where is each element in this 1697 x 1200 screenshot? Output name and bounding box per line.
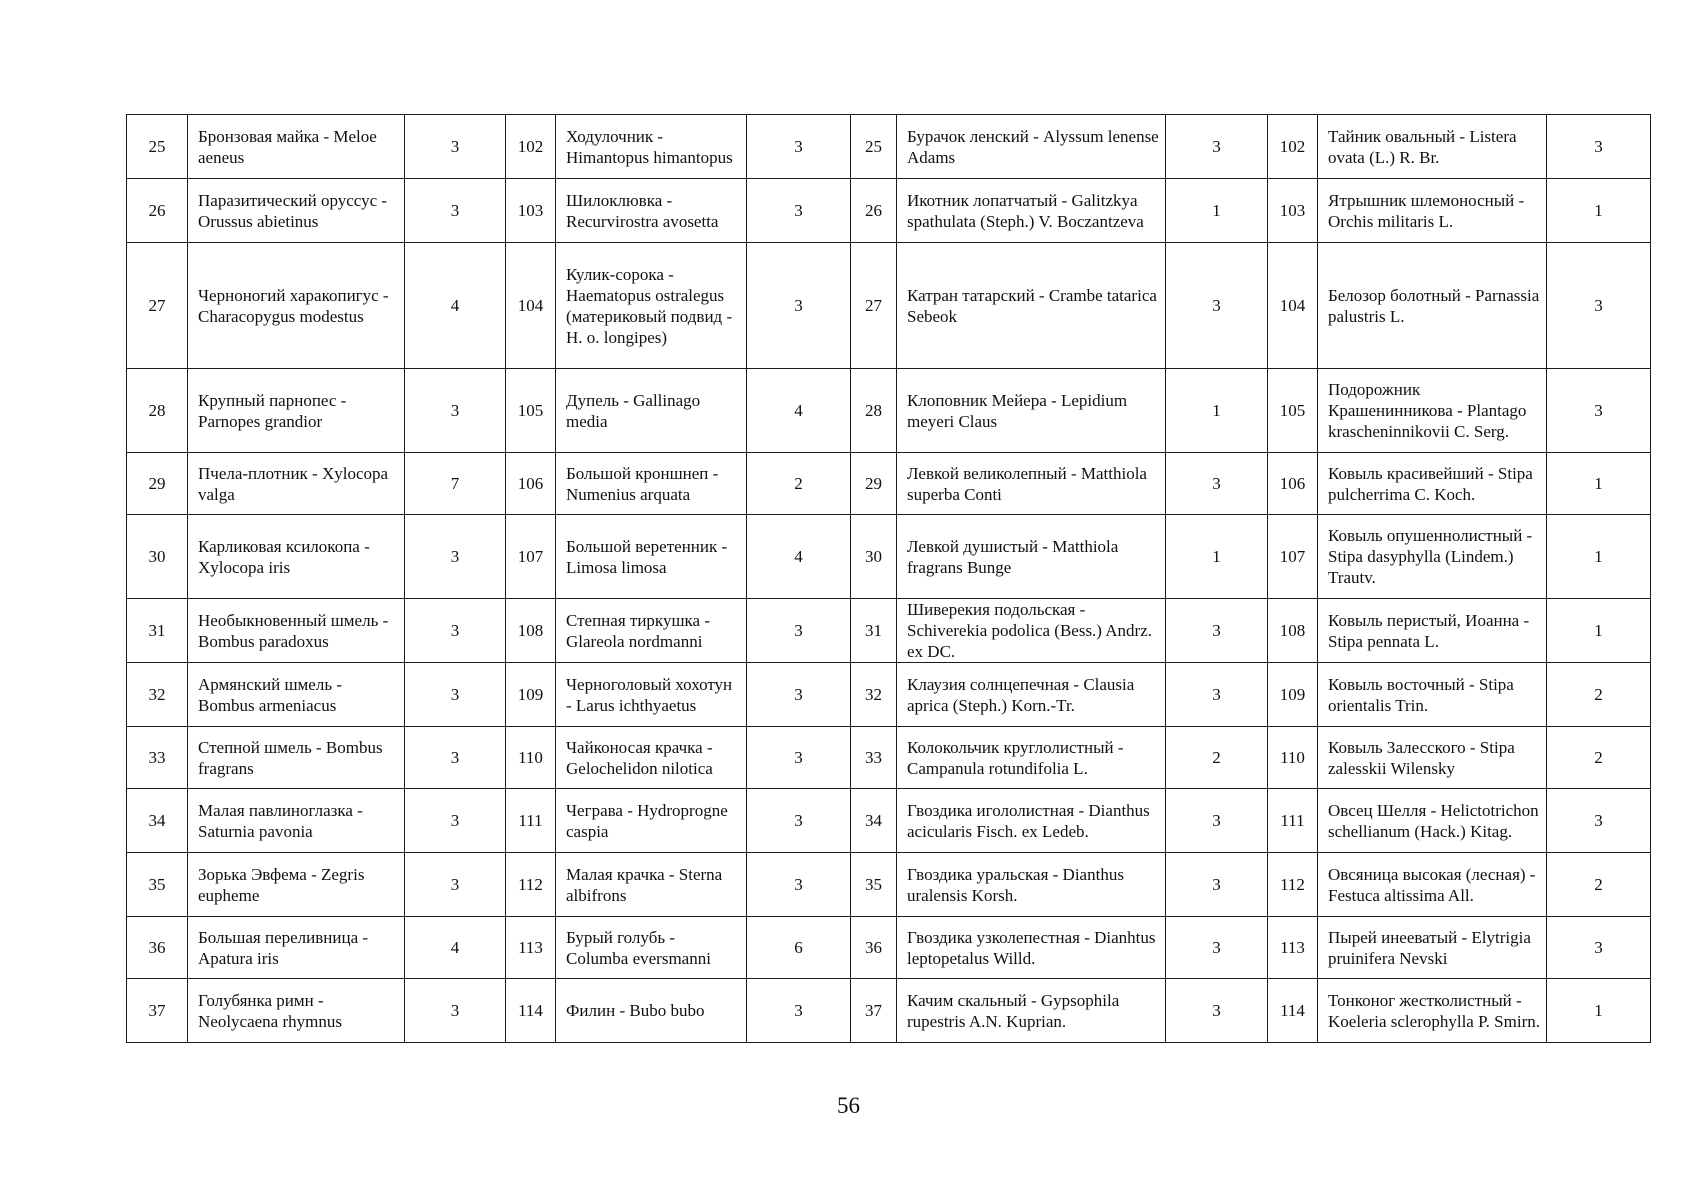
species-name-cell: Шиверекия подольская - Schiverekia podolica (Bess.) Andrz. ex DC. — [897, 599, 1166, 663]
species-name-cell: Колокольчик круглолистный - Campanula rotundifolia L. — [897, 727, 1166, 789]
category-cell: 3 — [747, 979, 851, 1043]
category-cell: 3 — [747, 599, 851, 663]
row-number-cell: 114 — [1268, 979, 1318, 1043]
species-name-cell: Кулик-сорока - Haematopus ostralegus (материковый подвид - H. o. longipes) — [556, 243, 747, 369]
species-name-cell: Зорька Эвфема - Zegris eupheme — [188, 853, 405, 917]
category-cell: 3 — [405, 515, 506, 599]
row-number-cell: 110 — [506, 727, 556, 789]
row-number-cell: 30 — [851, 515, 897, 599]
category-cell: 3 — [405, 853, 506, 917]
category-cell: 3 — [405, 179, 506, 243]
category-cell: 2 — [1166, 727, 1268, 789]
species-name-cell: Бурый голубь - Columba eversmanni — [556, 917, 747, 979]
row-number-cell: 27 — [127, 243, 188, 369]
table-row — [127, 853, 1651, 917]
category-cell: 3 — [405, 369, 506, 453]
category-cell: 6 — [747, 917, 851, 979]
category-cell: 2 — [747, 453, 851, 515]
category-cell: 4 — [405, 917, 506, 979]
species-name-cell: Паразитический оруссус - Orussus abietinus — [188, 179, 405, 243]
category-cell: 7 — [405, 453, 506, 515]
species-name-cell: Малая павлиноглазка - Saturnia pavonia — [188, 789, 405, 853]
species-name-cell: Тайник овальный - Listera ovata (L.) R. Br. — [1318, 115, 1547, 179]
row-number-cell: 106 — [1268, 453, 1318, 515]
species-name-cell: Ковыль восточный - Stipa orientalis Trin. — [1318, 663, 1547, 727]
category-cell: 3 — [405, 789, 506, 853]
category-cell: 3 — [1547, 115, 1651, 179]
row-number-cell: 114 — [506, 979, 556, 1043]
row-number-cell: 30 — [127, 515, 188, 599]
category-cell: 3 — [747, 789, 851, 853]
row-number-cell: 110 — [1268, 727, 1318, 789]
species-name-cell: Черноногий харакопигус - Characopygus modestus — [188, 243, 405, 369]
category-cell: 1 — [1166, 369, 1268, 453]
row-number-cell: 112 — [1268, 853, 1318, 917]
row-number-cell: 104 — [1268, 243, 1318, 369]
species-name-cell: Бронзовая майка - Meloe aeneus — [188, 115, 405, 179]
row-number-cell: 35 — [851, 853, 897, 917]
row-number-cell: 32 — [127, 663, 188, 727]
category-cell: 3 — [747, 727, 851, 789]
species-name-cell: Большой веретенник - Limosa limosa — [556, 515, 747, 599]
category-cell: 3 — [1166, 917, 1268, 979]
category-cell: 3 — [405, 599, 506, 663]
table-body — [127, 115, 1651, 1043]
species-name-cell: Ковыль красивейший - Stipa pulcherrima C. Koch. — [1318, 453, 1547, 515]
species-name-cell: Пырей инееватый - Elytrigia pruinifera Nevski — [1318, 917, 1547, 979]
table-row — [127, 789, 1651, 853]
category-cell: 1 — [1166, 179, 1268, 243]
species-name-cell: Качим скальный - Gypsophila rupestris A.N. Kuprian. — [897, 979, 1166, 1043]
category-cell: 4 — [747, 369, 851, 453]
row-number-cell: 36 — [851, 917, 897, 979]
category-cell: 3 — [1166, 243, 1268, 369]
row-number-cell: 103 — [1268, 179, 1318, 243]
category-cell: 3 — [1166, 599, 1268, 663]
row-number-cell: 108 — [1268, 599, 1318, 663]
row-number-cell: 105 — [1268, 369, 1318, 453]
species-name-cell: Крупный парнопес - Parnopes grandior — [188, 369, 405, 453]
category-cell: 4 — [405, 243, 506, 369]
row-number-cell: 106 — [506, 453, 556, 515]
row-number-cell: 31 — [851, 599, 897, 663]
table-row — [127, 515, 1651, 599]
category-cell: 1 — [1547, 979, 1651, 1043]
species-name-cell: Гвоздика узколепестная - Dianhtus leptopetalus Willd. — [897, 917, 1166, 979]
category-cell: 3 — [747, 663, 851, 727]
row-number-cell: 111 — [506, 789, 556, 853]
row-number-cell: 26 — [851, 179, 897, 243]
table-row — [127, 179, 1651, 243]
row-number-cell: 29 — [127, 453, 188, 515]
row-number-cell: 32 — [851, 663, 897, 727]
category-cell: 3 — [1166, 789, 1268, 853]
species-name-cell: Ятрышник шлемоносный - Orchis militaris L. — [1318, 179, 1547, 243]
species-name-cell: Ходулочник - Himantopus himantopus — [556, 115, 747, 179]
category-cell: 3 — [405, 115, 506, 179]
table-row — [127, 663, 1651, 727]
row-number-cell: 109 — [1268, 663, 1318, 727]
category-cell: 1 — [1547, 599, 1651, 663]
species-name-cell: Клаузия солнцепечная - Clausia aprica (Steph.) Korn.-Tr. — [897, 663, 1166, 727]
row-number-cell: 31 — [127, 599, 188, 663]
species-name-cell: Пчела-плотник - Xylocopa valga — [188, 453, 405, 515]
species-name-cell: Ковыль Залесского - Stipa zalesskii Wilensky — [1318, 727, 1547, 789]
row-number-cell: 27 — [851, 243, 897, 369]
row-number-cell: 108 — [506, 599, 556, 663]
species-name-cell: Левкой душистый - Matthiola fragrans Bunge — [897, 515, 1166, 599]
species-name-cell: Катран татарский - Crambe tatarica Sebeok — [897, 243, 1166, 369]
category-cell: 3 — [405, 727, 506, 789]
row-number-cell: 37 — [851, 979, 897, 1043]
category-cell: 2 — [1547, 853, 1651, 917]
category-cell: 3 — [747, 853, 851, 917]
category-cell: 3 — [747, 179, 851, 243]
species-name-cell: Чайконосая крачка - Gelochelidon nilotica — [556, 727, 747, 789]
row-number-cell: 33 — [127, 727, 188, 789]
row-number-cell: 34 — [127, 789, 188, 853]
row-number-cell: 104 — [506, 243, 556, 369]
species-name-cell: Малая крачка - Sterna albifrons — [556, 853, 747, 917]
row-number-cell: 113 — [1268, 917, 1318, 979]
row-number-cell: 35 — [127, 853, 188, 917]
row-number-cell: 25 — [127, 115, 188, 179]
category-cell: 3 — [747, 115, 851, 179]
category-cell: 3 — [1547, 917, 1651, 979]
species-name-cell: Необыкновенный шмель - Bombus paradoxus — [188, 599, 405, 663]
category-cell: 3 — [1166, 853, 1268, 917]
table-row — [127, 369, 1651, 453]
table-row — [127, 917, 1651, 979]
row-number-cell: 25 — [851, 115, 897, 179]
row-number-cell: 113 — [506, 917, 556, 979]
category-cell: 3 — [1547, 369, 1651, 453]
row-number-cell: 107 — [1268, 515, 1318, 599]
species-name-cell: Большая переливница - Apatura iris — [188, 917, 405, 979]
category-cell: 4 — [747, 515, 851, 599]
category-cell: 3 — [1166, 115, 1268, 179]
category-cell: 3 — [1166, 453, 1268, 515]
table-row — [127, 115, 1651, 179]
species-name-cell: Большой кроншнеп - Numenius arquata — [556, 453, 747, 515]
species-name-cell: Степной шмель - Bombus fragrans — [188, 727, 405, 789]
species-name-cell: Дупель - Gallinago media — [556, 369, 747, 453]
species-name-cell: Ковыль перистый, Иоанна - Stipa pennata L. — [1318, 599, 1547, 663]
category-cell: 3 — [1547, 243, 1651, 369]
category-cell: 3 — [1547, 789, 1651, 853]
row-number-cell: 36 — [127, 917, 188, 979]
category-cell: 2 — [1547, 663, 1651, 727]
species-name-cell: Белозор болотный - Parnassia palustris L. — [1318, 243, 1547, 369]
species-name-cell: Икотник лопатчатый - Galitzkya spathulata (Steph.) V. Boczantzeva — [897, 179, 1166, 243]
table-row — [127, 453, 1651, 515]
species-name-cell: Черноголовый хохотун - Larus ichthyaetus — [556, 663, 747, 727]
row-number-cell: 107 — [506, 515, 556, 599]
category-cell: 3 — [1166, 979, 1268, 1043]
row-number-cell: 26 — [127, 179, 188, 243]
row-number-cell: 102 — [1268, 115, 1318, 179]
category-cell: 3 — [747, 243, 851, 369]
row-number-cell: 102 — [506, 115, 556, 179]
category-cell: 1 — [1547, 453, 1651, 515]
species-table — [126, 114, 1651, 1043]
species-name-cell: Ковыль опушеннолистный - Stipa dasyphylla (Lindem.) Trautv. — [1318, 515, 1547, 599]
species-name-cell: Клоповник Мейера - Lepidium meyeri Claus — [897, 369, 1166, 453]
species-name-cell: Голубянка римн - Neolycaena rhymnus — [188, 979, 405, 1043]
row-number-cell: 33 — [851, 727, 897, 789]
category-cell: 1 — [1547, 515, 1651, 599]
row-number-cell: 28 — [127, 369, 188, 453]
species-name-cell: Тонконог жестколистный - Koeleria sclerophylla P. Smirn. — [1318, 979, 1547, 1043]
species-name-cell: Бурачок ленский - Alyssum lenense Adams — [897, 115, 1166, 179]
species-name-cell: Карликовая ксилокопа - Xylocopa iris — [188, 515, 405, 599]
species-name-cell: Гвоздика игололистная - Dianthus acicularis Fisch. ex Ledeb. — [897, 789, 1166, 853]
species-name-cell: Подорожник Крашенинникова - Plantago krascheninnikovii C. Serg. — [1318, 369, 1547, 453]
category-cell: 1 — [1547, 179, 1651, 243]
species-name-cell: Армянский шмель - Bombus armeniacus — [188, 663, 405, 727]
category-cell: 3 — [405, 663, 506, 727]
row-number-cell: 105 — [506, 369, 556, 453]
species-name-cell: Чеграва - Hydroprogne caspia — [556, 789, 747, 853]
row-number-cell: 111 — [1268, 789, 1318, 853]
category-cell: 1 — [1166, 515, 1268, 599]
row-number-cell: 29 — [851, 453, 897, 515]
species-name-cell: Овсец Шелля - Helictotrichon schellianum (Hack.) Kitag. — [1318, 789, 1547, 853]
page-number: 56 — [837, 1093, 860, 1118]
row-number-cell: 109 — [506, 663, 556, 727]
table-row — [127, 243, 1651, 369]
row-number-cell: 37 — [127, 979, 188, 1043]
category-cell: 3 — [1166, 663, 1268, 727]
table-row — [127, 727, 1651, 789]
category-cell: 3 — [405, 979, 506, 1043]
species-name-cell: Филин - Bubo bubo — [556, 979, 747, 1043]
row-number-cell: 28 — [851, 369, 897, 453]
table-row — [127, 599, 1651, 663]
species-name-cell: Левкой великолепный - Matthiola superba Conti — [897, 453, 1166, 515]
category-cell: 2 — [1547, 727, 1651, 789]
row-number-cell: 103 — [506, 179, 556, 243]
species-name-cell: Овсяница высокая (лесная) - Festuca altissima All. — [1318, 853, 1547, 917]
row-number-cell: 34 — [851, 789, 897, 853]
species-name-cell: Степная тиркушка - Glareola nordmanni — [556, 599, 747, 663]
row-number-cell: 112 — [506, 853, 556, 917]
table-row — [127, 979, 1651, 1043]
species-name-cell: Гвоздика уральская - Dianthus uralensis Korsh. — [897, 853, 1166, 917]
species-name-cell: Шилоклювка - Recurvirostra avosetta — [556, 179, 747, 243]
